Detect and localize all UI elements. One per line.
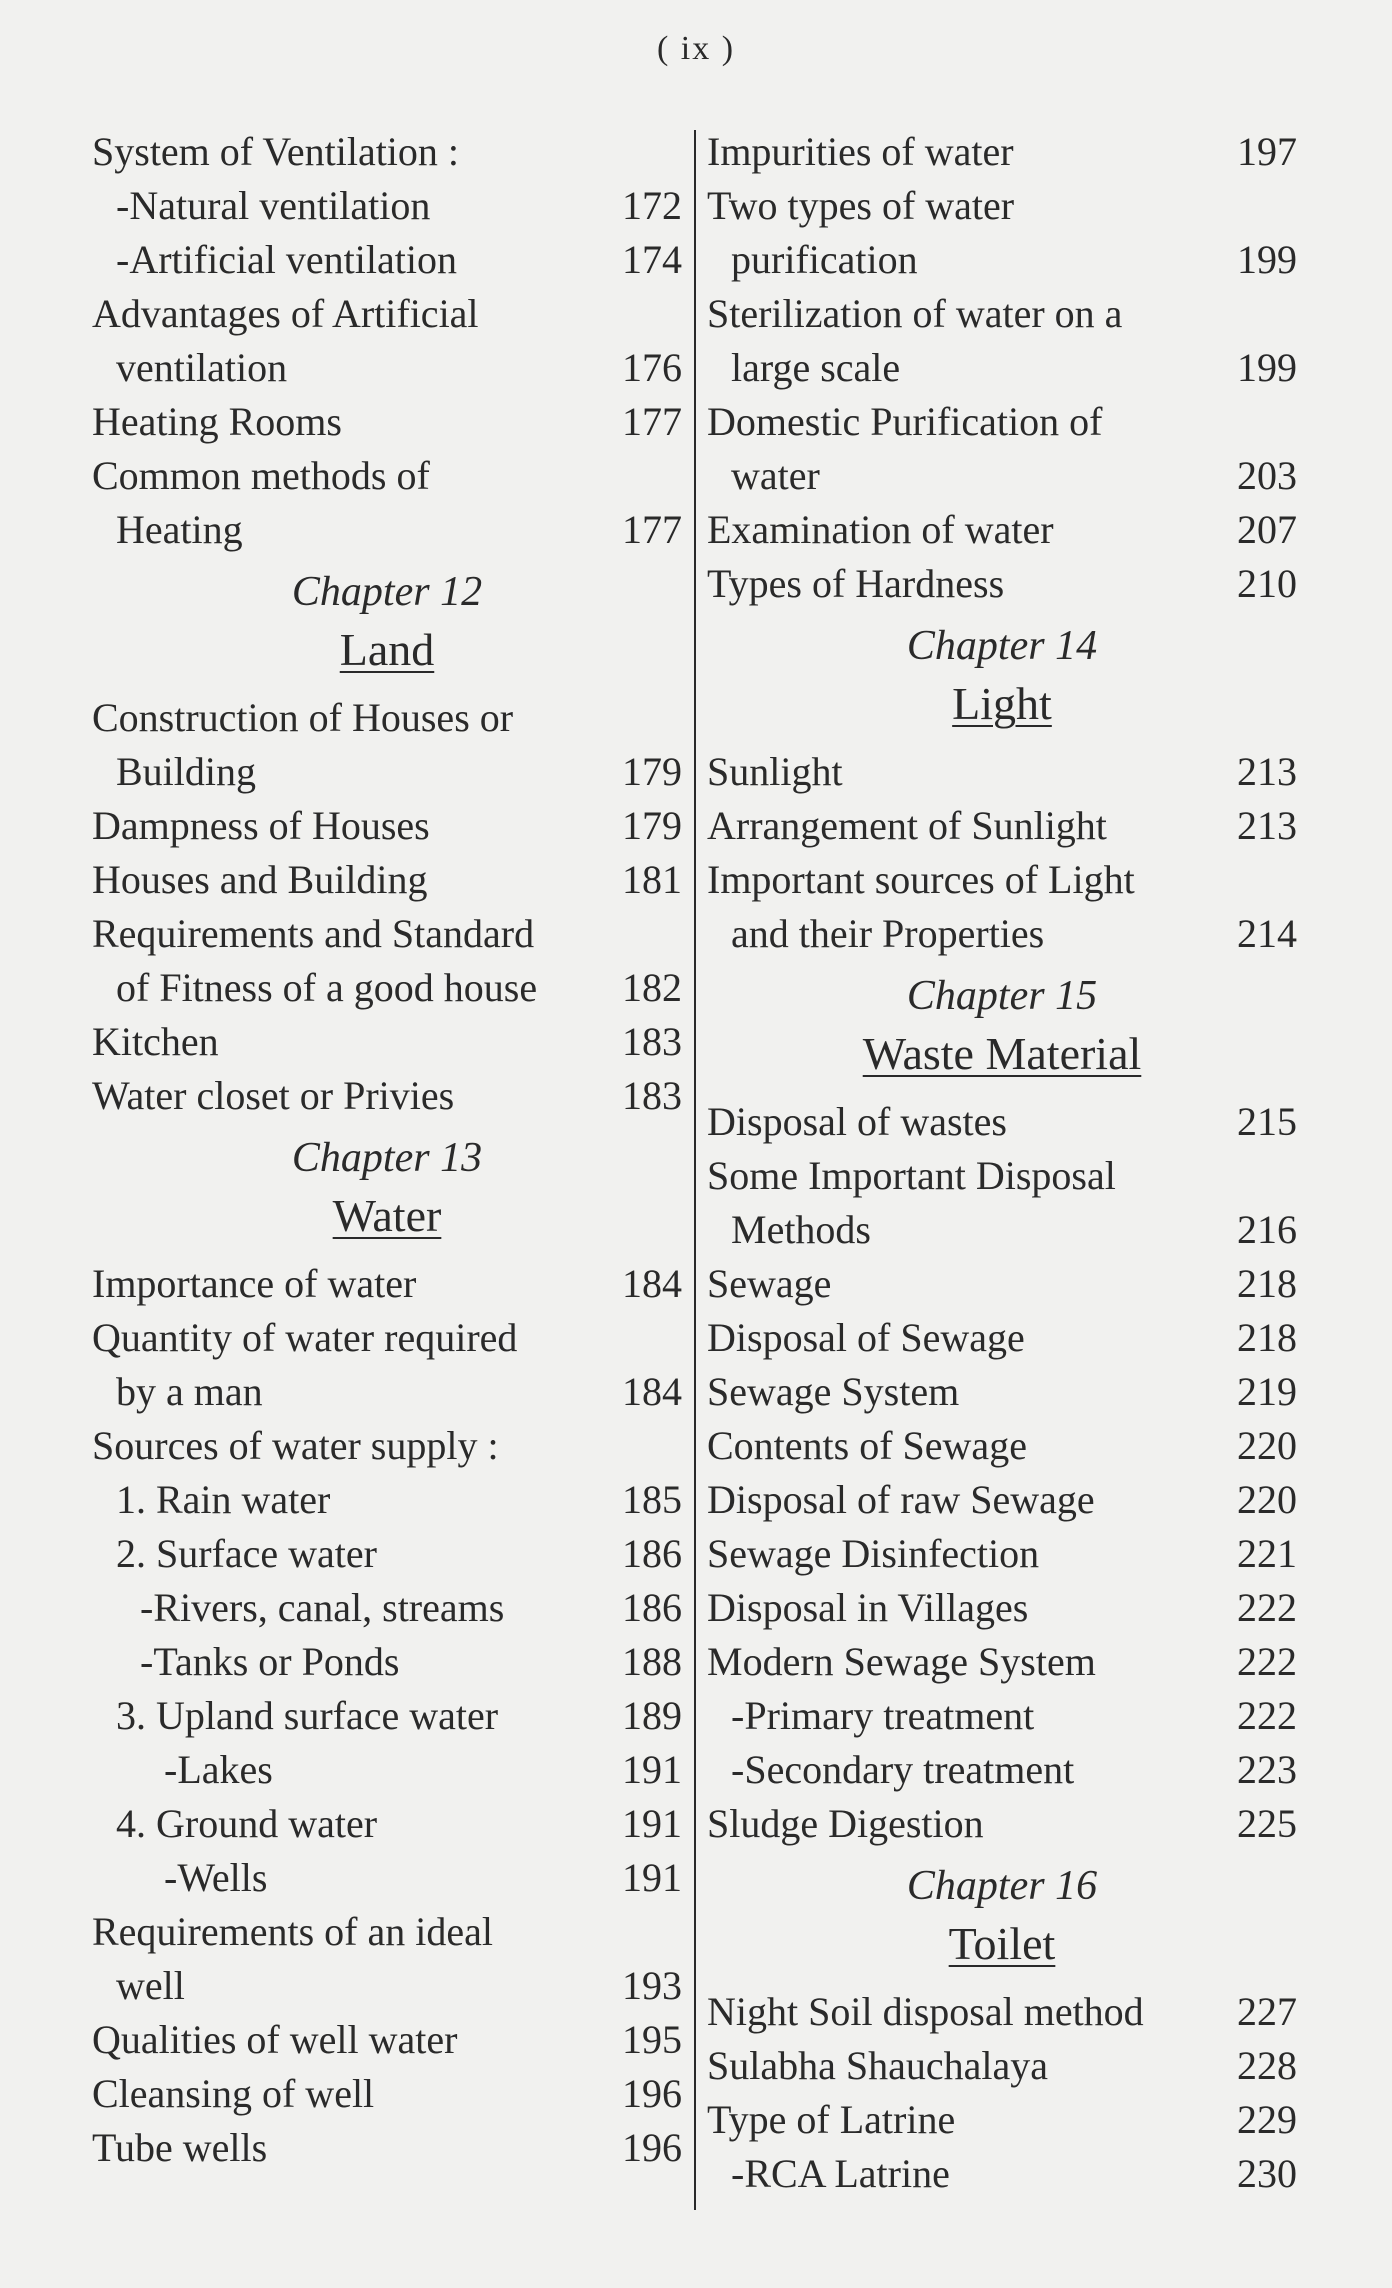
toc-entry-page: 177 bbox=[622, 399, 682, 444]
toc-entry-text: System of Ventilation : bbox=[92, 129, 460, 174]
toc-entry-text: well bbox=[116, 1963, 185, 2008]
toc-entry-page: 172 bbox=[622, 183, 682, 228]
toc-entry-page: 199 bbox=[1237, 345, 1297, 390]
toc-entry-text: Disposal of Sewage bbox=[707, 1315, 1025, 1360]
toc-entry bbox=[92, 1689, 682, 1743]
toc-entry bbox=[92, 1473, 682, 1527]
toc-entry-text: ventilation bbox=[116, 345, 288, 390]
toc-entry-text: 3. Upland surface water bbox=[116, 1693, 499, 1738]
toc-entry bbox=[707, 2039, 1297, 2093]
toc-entry-text: Building bbox=[116, 749, 257, 794]
toc-entry-page: 222 bbox=[1237, 1585, 1297, 1630]
toc-entry-page: 177 bbox=[622, 507, 682, 552]
toc-entry bbox=[92, 1905, 682, 1959]
toc-entry bbox=[92, 2121, 682, 2175]
toc-entry-page: 186 bbox=[622, 1531, 682, 1576]
toc-entry-text: water bbox=[731, 453, 820, 498]
toc-entry-text: Arrangement of Sunlight bbox=[707, 803, 1107, 848]
toc-entry-page: 218 bbox=[1237, 1315, 1297, 1360]
toc-entry-page: 184 bbox=[622, 1261, 682, 1306]
chapter-heading bbox=[707, 1857, 1297, 1973]
toc-entry bbox=[707, 1527, 1297, 1581]
toc-entry-text: Water closet or Privies bbox=[92, 1073, 455, 1118]
toc-entry bbox=[92, 503, 682, 557]
toc-entry-page: 223 bbox=[1237, 1747, 1297, 1792]
toc-entry-text: -Artificial ventilation bbox=[116, 237, 457, 282]
toc-entry bbox=[707, 503, 1297, 557]
toc-entry-page: 179 bbox=[622, 749, 682, 794]
toc-entry bbox=[707, 449, 1297, 503]
toc-entry-text: Heating Rooms bbox=[92, 399, 342, 444]
toc-entry-page: 181 bbox=[622, 857, 682, 902]
toc-entry bbox=[92, 1797, 682, 1851]
toc-entry bbox=[92, 179, 682, 233]
toc-entry-page: 174 bbox=[622, 237, 682, 282]
toc-entry-text: Disposal of wastes bbox=[707, 1099, 1007, 1144]
toc-entry-page: 186 bbox=[622, 1585, 682, 1630]
toc-entry-text: -Natural ventilation bbox=[116, 183, 431, 228]
chapter-label: Chapter 16 bbox=[906, 1863, 1098, 1909]
toc-entry-page: 213 bbox=[1237, 749, 1297, 794]
toc-entry-text: Quantity of water required bbox=[92, 1315, 518, 1360]
toc-entry-page: 188 bbox=[622, 1639, 682, 1684]
toc-entry bbox=[92, 341, 682, 395]
toc-entry-page: 221 bbox=[1237, 1531, 1297, 1576]
toc-entry bbox=[92, 1015, 682, 1069]
toc-entry bbox=[92, 1959, 682, 2013]
toc-entry-text: Type of Latrine bbox=[707, 2097, 956, 2142]
chapter-title: Water bbox=[332, 1190, 442, 1241]
toc-entry bbox=[92, 2013, 682, 2067]
toc-entry bbox=[92, 745, 682, 799]
toc-entry bbox=[92, 2067, 682, 2121]
toc-entry-text: -Tanks or Ponds bbox=[140, 1639, 400, 1684]
toc-entry-text: -Secondary treatment bbox=[731, 1747, 1075, 1792]
toc-entry bbox=[92, 853, 682, 907]
toc-entry bbox=[707, 557, 1297, 611]
toc-entry-text: Kitchen bbox=[92, 1019, 219, 1064]
toc-entry-text: Contents of Sewage bbox=[707, 1423, 1027, 1468]
chapter-label: Chapter 14 bbox=[906, 623, 1098, 669]
toc-entry-page: 214 bbox=[1237, 911, 1297, 956]
toc-entry-page: 219 bbox=[1237, 1369, 1297, 1414]
toc-entry-text: Construction of Houses or bbox=[92, 695, 514, 740]
toc-right-column bbox=[707, 125, 1297, 2201]
toc-entry-text: Sewage bbox=[707, 1261, 832, 1306]
toc-entry-text: large scale bbox=[731, 345, 901, 390]
toc-entry-page: 196 bbox=[622, 2071, 682, 2116]
chapter-label: Chapter 13 bbox=[291, 1135, 483, 1181]
toc-entry-text: Sludge Digestion bbox=[707, 1801, 984, 1846]
toc-entry bbox=[707, 1311, 1297, 1365]
toc-entry-page: 222 bbox=[1237, 1639, 1297, 1684]
toc-entry bbox=[92, 1257, 682, 1311]
toc-entry-page: 228 bbox=[1237, 2043, 1297, 2088]
toc-entry bbox=[92, 1527, 682, 1581]
toc-entry bbox=[92, 1419, 682, 1473]
toc-entry-text: Requirements and Standard bbox=[92, 911, 535, 956]
toc-entry-page: 222 bbox=[1237, 1693, 1297, 1738]
toc-entry bbox=[707, 1095, 1297, 1149]
toc-entry-page: 179 bbox=[622, 803, 682, 848]
toc-entry-text: purification bbox=[731, 237, 918, 282]
toc-entry-text: Domestic Purification of bbox=[707, 399, 1103, 444]
toc-entry-text: Sewage System bbox=[707, 1369, 960, 1414]
toc-entry bbox=[92, 1581, 682, 1635]
toc-entry-text: 2. Surface water bbox=[116, 1531, 377, 1576]
toc-entry bbox=[707, 233, 1297, 287]
toc-entry-text: -Primary treatment bbox=[731, 1693, 1035, 1738]
chapter-heading bbox=[707, 617, 1297, 733]
toc-entry-text: Common methods of bbox=[92, 453, 430, 498]
toc-entry bbox=[707, 1257, 1297, 1311]
toc-entry bbox=[92, 125, 682, 179]
toc-entry-text: Dampness of Houses bbox=[92, 803, 430, 848]
toc-entry bbox=[707, 1689, 1297, 1743]
toc-entry bbox=[707, 1419, 1297, 1473]
toc-entry-text: Qualities of well water bbox=[92, 2017, 458, 2062]
toc-entry bbox=[707, 1635, 1297, 1689]
toc-entry-text: Examination of water bbox=[707, 507, 1054, 552]
toc-entry-text: Requirements of an ideal bbox=[92, 1909, 493, 1954]
chapter-heading bbox=[92, 1129, 682, 1245]
toc-entry-text: Disposal of raw Sewage bbox=[707, 1477, 1095, 1522]
toc-entry-page: 218 bbox=[1237, 1261, 1297, 1306]
toc-entry-page: 210 bbox=[1237, 561, 1297, 606]
toc-entry-text: Importance of water bbox=[92, 1261, 417, 1306]
toc-entry bbox=[707, 179, 1297, 233]
toc-entry-text: 4. Ground water bbox=[116, 1801, 378, 1846]
toc-entry bbox=[707, 1473, 1297, 1527]
chapter-label: Chapter 15 bbox=[906, 973, 1098, 1019]
toc-entry-text: -Rivers, canal, streams bbox=[140, 1585, 505, 1630]
toc-entry bbox=[92, 287, 682, 341]
toc-entry-text: Some Important Disposal bbox=[707, 1153, 1116, 1198]
toc-entry bbox=[92, 1311, 682, 1365]
toc-entry bbox=[707, 799, 1297, 853]
chapter-heading bbox=[707, 967, 1297, 1083]
toc-entry-text: Disposal in Villages bbox=[707, 1585, 1029, 1630]
toc-entry-text: -RCA Latrine bbox=[731, 2151, 950, 2196]
toc-entry-page: 230 bbox=[1237, 2151, 1297, 2196]
toc-entry bbox=[92, 1069, 682, 1123]
toc-entry-page: 195 bbox=[622, 2017, 682, 2062]
chapter-title: Toilet bbox=[948, 1918, 1056, 1969]
toc-entry-text: -Lakes bbox=[164, 1747, 273, 1792]
toc-entry-text: of Fitness of a good house bbox=[116, 965, 538, 1010]
toc-entry bbox=[707, 395, 1297, 449]
toc-entry-page: 183 bbox=[622, 1019, 682, 1064]
toc-entry-text: Sterilization of water on a bbox=[707, 291, 1123, 336]
toc-entry-page: 182 bbox=[622, 965, 682, 1010]
chapter-heading bbox=[92, 563, 682, 679]
toc-entry-text: Tube wells bbox=[92, 2125, 268, 2170]
toc-entry bbox=[707, 1743, 1297, 1797]
toc-entry-page: 220 bbox=[1237, 1477, 1297, 1522]
toc-entry bbox=[707, 853, 1297, 907]
toc-entry-text: Sources of water supply : bbox=[92, 1423, 499, 1468]
toc-entry-text: Night Soil disposal method bbox=[707, 1989, 1144, 2034]
toc-entry bbox=[707, 745, 1297, 799]
toc-entry bbox=[92, 907, 682, 961]
toc-entry-page: 229 bbox=[1237, 2097, 1297, 2142]
toc-entry-text: Two types of water bbox=[707, 183, 1015, 228]
toc-entry-text: -Wells bbox=[164, 1855, 268, 1900]
toc-entry-text: Types of Hardness bbox=[707, 561, 1005, 606]
toc-entry bbox=[707, 1985, 1297, 2039]
toc-entry bbox=[92, 799, 682, 853]
toc-entry-page: 184 bbox=[622, 1369, 682, 1414]
toc-entry-page: 207 bbox=[1237, 507, 1297, 552]
toc-entry-text: Advantages of Artificial bbox=[92, 291, 479, 336]
chapter-title: Light bbox=[952, 678, 1052, 729]
toc-entry-page: 196 bbox=[622, 2125, 682, 2170]
toc-entry-text: Cleansing of well bbox=[92, 2071, 375, 2116]
toc-entry-text: Sulabha Shauchalaya bbox=[707, 2043, 1048, 2088]
toc-entry bbox=[92, 449, 682, 503]
toc-entry bbox=[707, 1581, 1297, 1635]
toc-entry bbox=[92, 1851, 682, 1905]
toc-entry-page: 215 bbox=[1237, 1099, 1297, 1144]
toc-entry-text: 1. Rain water bbox=[116, 1477, 331, 1522]
toc-entry bbox=[707, 2093, 1297, 2147]
toc-entry-page: 220 bbox=[1237, 1423, 1297, 1468]
toc-entry bbox=[92, 1365, 682, 1419]
toc-entry-text: Methods bbox=[731, 1207, 871, 1252]
toc-entry-text: Modern Sewage System bbox=[707, 1639, 1096, 1684]
toc-entry-page: 189 bbox=[622, 1693, 682, 1738]
chapter-label: Chapter 12 bbox=[291, 569, 483, 615]
toc-entry-text: and their Properties bbox=[731, 911, 1045, 956]
toc-entry bbox=[92, 691, 682, 745]
toc-entry bbox=[92, 233, 682, 287]
toc-entry-page: 199 bbox=[1237, 237, 1297, 282]
chapter-title: Waste Material bbox=[862, 1028, 1142, 1079]
toc-entry bbox=[92, 1635, 682, 1689]
toc-entry-page: 216 bbox=[1237, 1207, 1297, 1252]
toc-entry-text: Important sources of Light bbox=[707, 857, 1135, 902]
toc-entry-page: 197 bbox=[1237, 129, 1297, 174]
toc-entry-page: 183 bbox=[622, 1073, 682, 1118]
toc-entry-page: 176 bbox=[622, 345, 682, 390]
page-number: ( ix ) bbox=[656, 30, 736, 67]
toc-entry-text: Heating bbox=[116, 507, 243, 552]
toc-entry bbox=[707, 125, 1297, 179]
toc-entry-page: 225 bbox=[1237, 1801, 1297, 1846]
toc-entry bbox=[92, 395, 682, 449]
toc-entry bbox=[92, 1743, 682, 1797]
toc-entry-page: 185 bbox=[622, 1477, 682, 1522]
toc-entry bbox=[707, 1203, 1297, 1257]
toc-entry-page: 191 bbox=[622, 1855, 682, 1900]
toc-entry-text: Impurities of water bbox=[707, 129, 1014, 174]
toc-entry-page: 227 bbox=[1237, 1989, 1297, 2034]
toc-entry-page: 191 bbox=[622, 1747, 682, 1792]
toc-entry-page: 203 bbox=[1237, 453, 1297, 498]
toc-entry-text: by a man bbox=[116, 1369, 263, 1414]
toc-entry bbox=[707, 287, 1297, 341]
toc-entry bbox=[707, 2147, 1297, 2201]
toc-entry-page: 193 bbox=[622, 1963, 682, 2008]
toc-entry-text: Houses and Building bbox=[92, 857, 428, 902]
toc-entry bbox=[707, 1149, 1297, 1203]
toc-entry bbox=[92, 961, 682, 1015]
toc-entry-page: 191 bbox=[622, 1801, 682, 1846]
toc-entry bbox=[707, 1365, 1297, 1419]
toc-entry-text: Sewage Disinfection bbox=[707, 1531, 1040, 1576]
toc-entry-text: Sunlight bbox=[707, 749, 843, 794]
column-divider bbox=[694, 130, 696, 2210]
toc-left-column bbox=[92, 125, 682, 2175]
toc-entry bbox=[707, 1797, 1297, 1851]
toc-entry bbox=[707, 907, 1297, 961]
toc-entry-page: 213 bbox=[1237, 803, 1297, 848]
toc-entry bbox=[707, 341, 1297, 395]
chapter-title: Land bbox=[339, 624, 435, 675]
